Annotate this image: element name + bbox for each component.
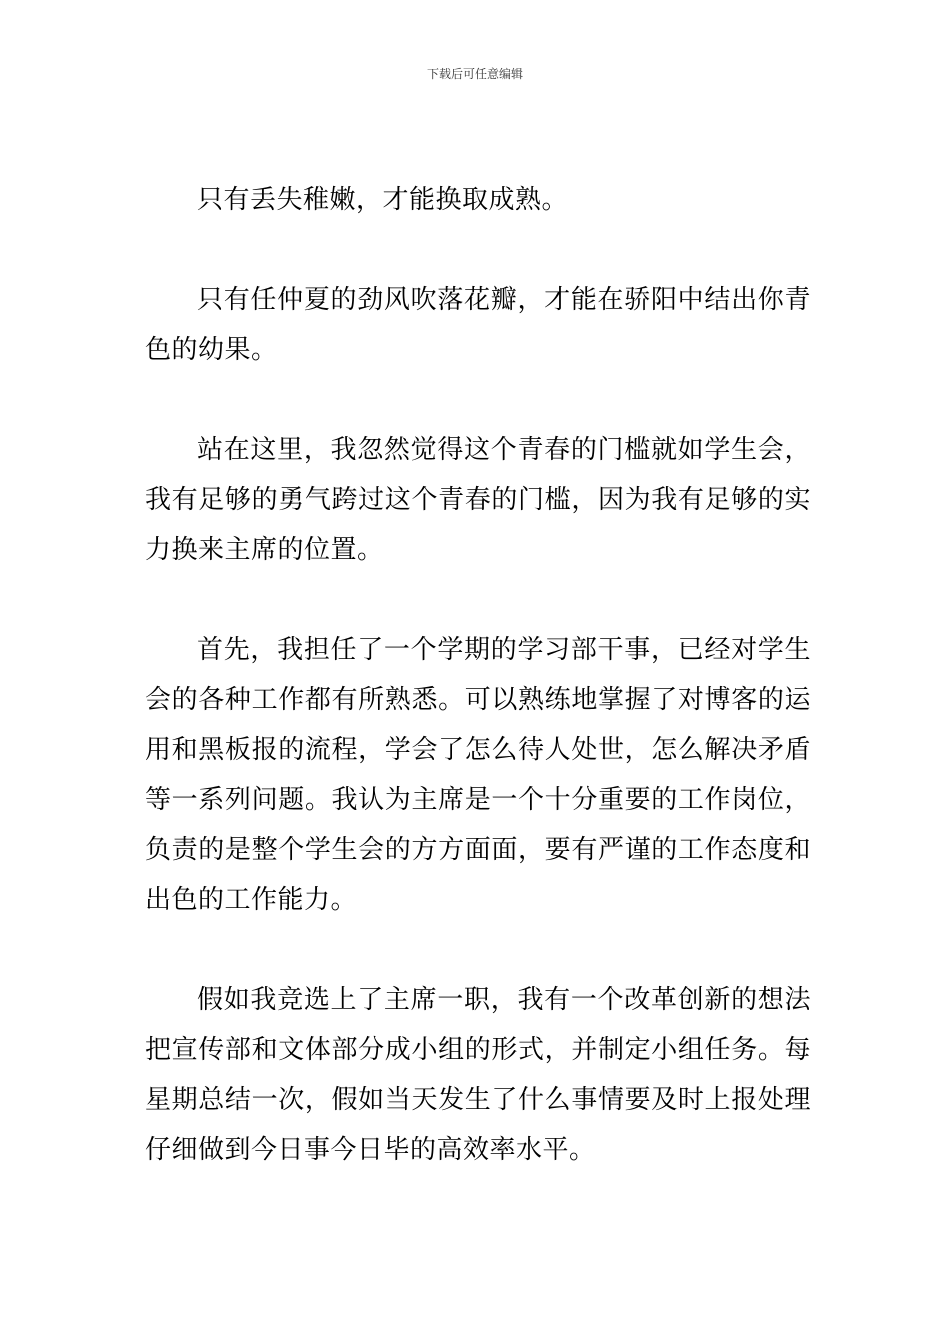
paragraph-2: 只有任仲夏的劲风吹落花瓣，才能在骄阳中结出你青色的幼果。 bbox=[145, 285, 811, 365]
paragraph-1: 只有丢失稚嫩，才能换取成熟。 bbox=[197, 185, 569, 215]
paragraph-3: 站在这里，我忽然觉得这个青春的门槛就如学生会，我有足够的勇气跨过这个青春的门槛，因为我有足够的实力换来主席的位置。 bbox=[145, 435, 811, 565]
page-header: 下载后可任意编辑 bbox=[426, 67, 523, 81]
paragraph-5: 假如我竞选上了主席一职，我有一个改革创新的想法把宣传部和文体部分成小组的形式，并制定小组任务。每星期总结一次，假如当天发生了什么事情要及时上报处理仔细做到今日事今日毕的高效率水平。 bbox=[145, 985, 811, 1165]
document-body bbox=[145, 175, 811, 1225]
paragraph-4: 首先，我担任了一个学期的学习部干事，已经对学生会的各种工作都有所熟悉。可以熟练地掌握了对博客的运用和黑板报的流程，学会了怎么待人处世，怎么解决矛盾等一系列问题。我认为主席是一个十分重要的工作岗位，负责的是整个学生会的方方面面，要有严谨的工作态度和出色的工作能力。 bbox=[145, 635, 811, 915]
